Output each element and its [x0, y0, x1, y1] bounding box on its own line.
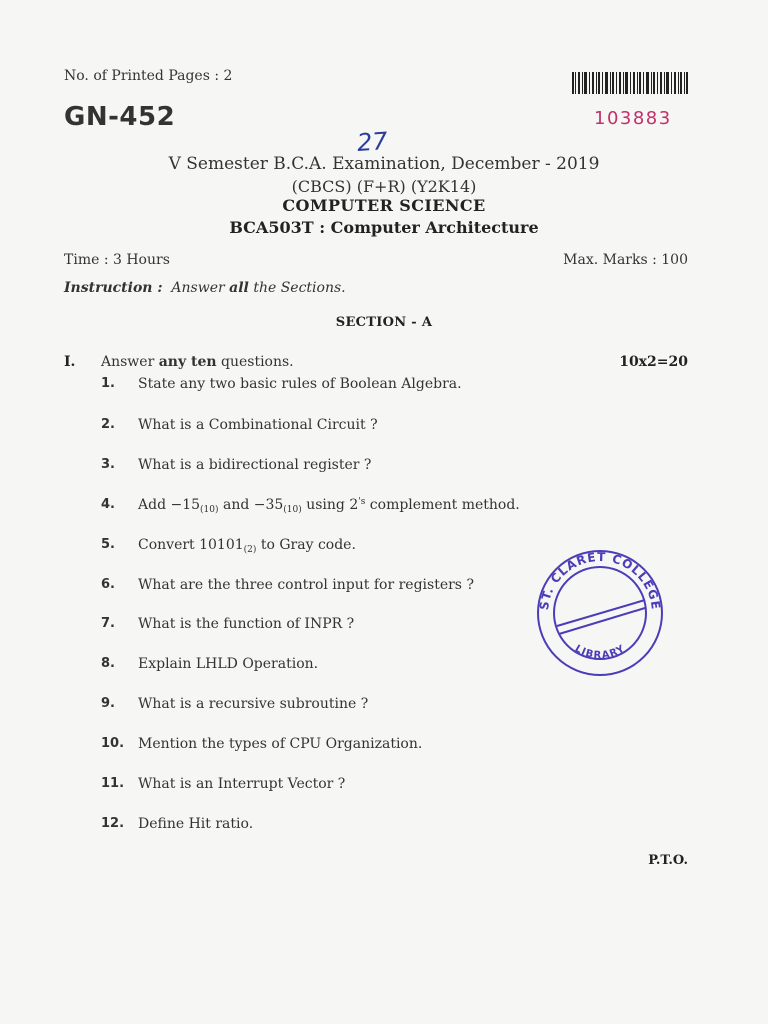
question-item: [101, 656, 318, 672]
exam-time: Time : 3 Hours: [64, 252, 170, 268]
question-text: Define Hit ratio.: [138, 816, 254, 832]
printed-pages: No. of Printed Pages : 2: [64, 68, 233, 84]
exam-title: V Semester B.C.A. Examination, December - 2019: [168, 154, 600, 174]
question-text: What is an Interrupt Vector ?: [138, 776, 346, 792]
answer-instruction: [101, 354, 294, 370]
instruction-post: the Sections.: [253, 280, 346, 296]
question-text: Mention the types of CPU Organization.: [138, 736, 423, 752]
question-number: 7.: [101, 616, 115, 631]
question-item: [101, 616, 354, 632]
question-item: [101, 537, 356, 555]
handwritten-note: 27: [356, 126, 389, 158]
max-marks: Max. Marks : 100: [563, 252, 688, 268]
question-number: 1.: [101, 376, 115, 391]
svg-text:LIBRARY: LIBRARY: [572, 643, 628, 662]
question-item: [101, 816, 253, 832]
question-text: What is a Combinational Circuit ?: [138, 417, 378, 433]
page-turn-note: P.T.O.: [648, 853, 688, 868]
question-text: What is the function of INPR ?: [138, 616, 355, 632]
subject-title: COMPUTER SCIENCE: [282, 196, 486, 215]
instruction: [64, 280, 346, 296]
paper-title: BCA503T : Computer Architecture: [229, 218, 539, 237]
question-item: [101, 736, 422, 752]
question-number: 9.: [101, 696, 115, 711]
answer-bold: any ten: [158, 354, 217, 370]
svg-text:ST. CLARET COLLEGE: ST. CLARET COLLEGE: [536, 549, 664, 611]
question-number: 6.: [101, 577, 115, 592]
question-item: [101, 457, 371, 473]
question-item: [101, 376, 462, 392]
question-text: Add $-15_{(10)}$ and $-35_{(10)}$ using $2^{'s}$ complement method.: [138, 497, 520, 515]
question-text: What is a recursive subroutine ?: [138, 696, 369, 712]
question-number: 2.: [101, 417, 115, 432]
question-text: Explain LHLD Operation.: [138, 656, 319, 672]
serial-number: 103883: [594, 108, 672, 129]
question-text: What is a bidirectional register ?: [138, 457, 372, 473]
question-item: [101, 696, 368, 712]
question-group-number: I.: [64, 354, 76, 370]
question-text: Convert $10101_{(2)}$ to Gray code.: [138, 537, 356, 555]
section-title: SECTION - A: [335, 315, 433, 330]
question-number: 5.: [101, 537, 115, 552]
question-number: 10.: [101, 736, 125, 751]
question-item: [101, 776, 345, 792]
marks-allocation: 10x2=20: [619, 354, 688, 370]
instruction-label: Instruction :: [64, 280, 163, 296]
question-item: [101, 417, 378, 433]
question-number: 8.: [101, 656, 115, 671]
instruction-bold: all: [229, 280, 249, 296]
exam-scheme: (CBCS) (F+R) (Y2K14): [291, 177, 477, 196]
barcode: [572, 72, 688, 94]
library-stamp: [533, 546, 667, 680]
paper-code: GN-452: [64, 102, 176, 132]
instruction-pre: Answer: [171, 280, 225, 296]
question-text: What are the three control input for registers ?: [138, 577, 474, 593]
answer-pre: Answer: [101, 354, 155, 370]
question-item: [101, 497, 520, 515]
question-number: 4.: [101, 497, 115, 512]
question-number: 11.: [101, 776, 125, 791]
question-number: 3.: [101, 457, 115, 472]
question-text: State any two basic rules of Boolean Algebra.: [138, 376, 462, 392]
question-number: 12.: [101, 816, 125, 831]
question-item: [101, 577, 474, 593]
answer-post: questions.: [221, 354, 294, 370]
